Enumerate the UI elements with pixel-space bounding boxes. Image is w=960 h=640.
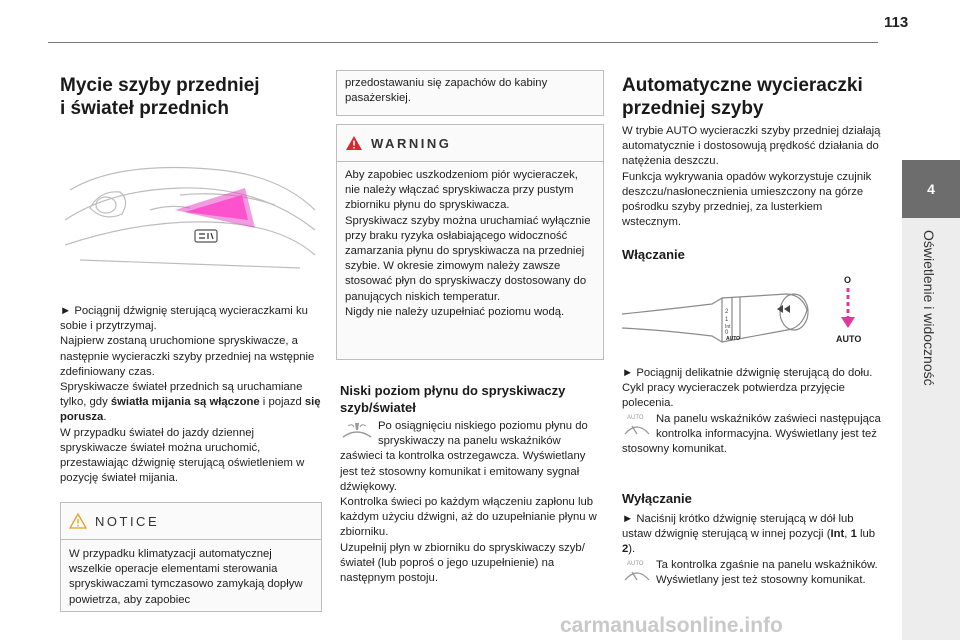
switch-on-2: Cykl pracy wycieraczek potwierdza przyjęcie polecenia. <box>622 382 845 410</box>
switch-on-1: ► Pociągnij delikatnie dźwignię sterującą do dołu. <box>622 367 873 379</box>
low-fluid-p1: Po osiągnięciu niskiego poziomu płynu do spryskiwaczy na panelu wskaźników zaświeci ta kontrolka ostrzegawcza. Wyświetlany jest też stosowny komunikat i emitowany sygnał dźwiękowy. <box>340 420 588 493</box>
switch-on-text <box>622 366 884 457</box>
notice-text: W przypadku klimatyzacji automatycznej wszelkie operacje elementami sterowania spryskiwaczami tymczasowo zamykają dopływ powietrza, aby zapobiec <box>69 548 303 606</box>
svg-text:AUTO: AUTO <box>627 560 644 567</box>
lever-label-1: 1 <box>725 317 729 323</box>
notice-triangle-icon <box>69 513 87 529</box>
lever-label-o: O <box>844 275 852 285</box>
warning-triangle-icon <box>345 135 363 151</box>
warning-text-1: Aby zapobiec uszkodzeniom piór wycieraczek, nie należy włączać spryskiwacza przy pustym zbiorniku płynu do spryskiwacza. <box>345 169 578 212</box>
notice-header <box>61 503 321 540</box>
washing-p3: W przypadku świateł do jazdy dziennej spryskiwacze świateł można uruchomić, przestawiając dźwignię sterującą oświetleniem w pozycję świateł mijania. <box>60 426 305 485</box>
auto-wiper-indicator-icon <box>622 412 656 442</box>
column-1 <box>60 74 320 120</box>
switch-off-title: Wyłączanie <box>622 491 692 506</box>
lever-label-2: 2 <box>725 309 729 315</box>
low-fluid-p3: Uzupełnij płyn w zbiorniku do spryskiwaczy szyb/świateł (lub poproś o jego uzupełnienie) na następnym postoju. <box>340 541 585 585</box>
switch-on-title-wrap <box>622 246 884 263</box>
auto-wiper-title: Automatyczne wycieraczki przedniej szyby <box>622 75 863 119</box>
section-title-washing <box>60 74 320 120</box>
lever-label-auto-small: AUTO <box>726 336 741 342</box>
header-rule <box>48 42 878 43</box>
warning-text <box>337 162 603 326</box>
svg-text:AUTO: AUTO <box>627 414 644 421</box>
low-fluid-p2: Kontrolka świeci po każdym włączeniu zapłonu lub każdym użyciu dźwigni, aż do uzupełnianie płynu w zbiorniku. <box>340 496 597 539</box>
auto-intro-1: W trybie AUTO wycieraczki szyby przedniej działają automatycznie i dostosowują prędkość działania do natężenia deszczu. <box>622 125 881 168</box>
lever-label-0: 0 <box>725 330 729 336</box>
switch-on-title: Włączanie <box>622 247 685 262</box>
low-fluid-section <box>340 382 604 416</box>
auto-wiper-intro <box>622 124 884 230</box>
switch-on-3: AUTO Na panelu wskaźników zaświeci następująca kontrolka informacyjna. Wyświetlany jest też stosowny komunikat. <box>622 412 881 456</box>
page-number: 113 <box>884 14 909 31</box>
title-line-2: i świateł przednich <box>60 98 229 119</box>
switch-off-text <box>622 512 884 588</box>
lever-label-int: Int <box>725 324 731 330</box>
warning-text-3: Nigdy nie należy uzupełniać poziomu wodą. <box>345 305 565 318</box>
chapter-tab[interactable]: 4 <box>902 160 960 218</box>
low-fluid-title: Niski poziom płynu do spryskiwaczy szyb/świateł <box>340 383 566 415</box>
washing-text <box>60 304 322 486</box>
warning-label: WARNING <box>371 135 452 151</box>
low-fluid-text <box>340 419 604 586</box>
auto-wiper-section <box>622 74 884 120</box>
washing-intro: ► Pociągnij dźwignię sterującą wycieraczkami ku sobie i przytrzymaj. <box>60 305 308 333</box>
switch-off-title-wrap <box>622 490 884 507</box>
headlamp-washer-illustration <box>60 150 320 280</box>
switch-off-2: AUTO Ta kontrolka zgaśnie na panelu wskaźników. Wyświetlany jest też stosowny komunikat. <box>622 558 884 588</box>
washer-fluid-warning-icon <box>340 419 378 449</box>
watermark: carmanualsonline.info <box>560 614 783 637</box>
auto-intro-2: Funkcja wykrywania opadów wykorzystuje czujnik deszczu/nasłonecznienia umieszczony na górze pośrodku szyby przedniej, za lusterkiem wstecznym. <box>622 170 872 229</box>
notice-box <box>60 502 322 612</box>
switch-off-1: ► Naciśnij krótko dźwignię sterującą w dół lub ustaw dźwignię sterującą w innej pozycji (Int, 1 lub 2). <box>622 513 876 556</box>
title-line-1: Mycie szyby przedniej <box>60 75 260 96</box>
wiper-lever-illustration <box>622 270 884 350</box>
notice-continuation <box>336 70 604 116</box>
notice-continuation-text: przedostawaniu się zapachów do kabiny pasażerskiej. <box>345 77 548 105</box>
notice-label: NOTICE <box>95 513 160 529</box>
lever-label-auto: AUTO <box>836 334 862 344</box>
warning-text-2: Spryskiwacz szyby można uruchamiać wyłącznie przy braku ryzyka osłabiającego widoczność zamarzania płynu do spryskiwacza na przedniej szybie. W okresie zimowym należy zawsze stosować płyn do spryskiwaczy dostosowany do panujących niskich temperatur. <box>345 214 591 303</box>
washing-p1: Najpierw zostaną uruchomione spryskiwacze, a następnie wycieraczki szyby przedniej na wstępnie zdefiniowany czas. <box>60 335 315 378</box>
warning-header <box>337 125 603 162</box>
auto-wiper-indicator-icon-2 <box>622 558 656 588</box>
washing-p2: Spryskiwacze świateł przednich są uruchamiane tylko, gdy światła mijania są włączone i pojazd się porusza. <box>60 381 321 424</box>
chapter-title: Oświetlenie i widoczność <box>921 230 937 386</box>
warning-box <box>336 124 604 360</box>
